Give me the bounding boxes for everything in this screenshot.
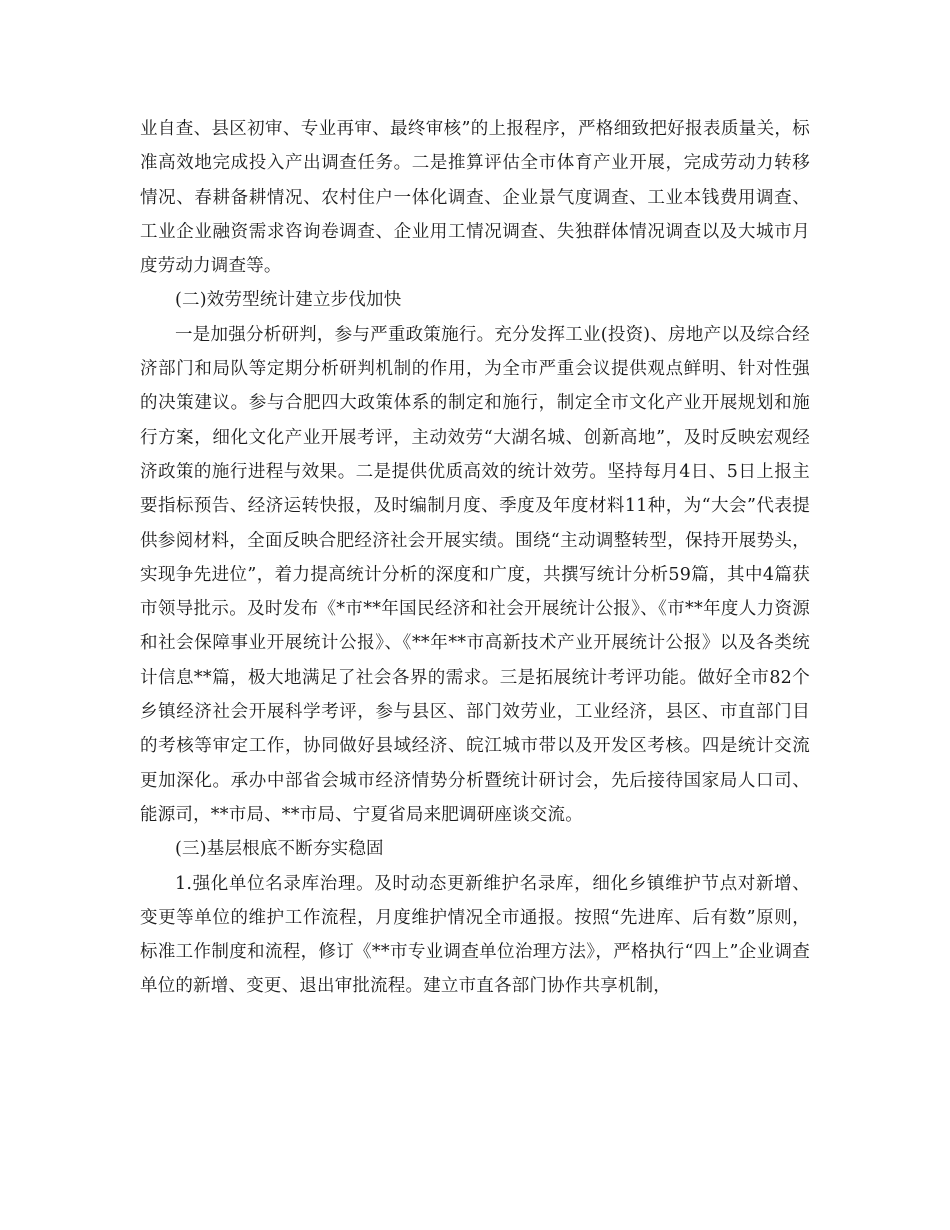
document-body [140,112,810,1004]
paragraph-directory-management: 1.强化单位名录库治理。及时动态更新维护名录库，细化乡镇维护节点对新增、变更等单位的维护工作流程，月度维护情况全市通报。按照“先进库、后有数”原则，标准工作制度和流程，修订《**市专业调查单位治理方法》，严格执行“四上”企业调查单位的新增、变更、退出审批流程。建立市直各部门协作共享机制， [140,873,810,997]
section-heading-two: (二)效劳型统计建立步伐加快 [175,290,402,311]
paragraph-service-statistics: 一是加强分析研判，参与严重政策施行。充分发挥工业(投资)、房地产以及综合经济部门和局队等定期分析研判机制的作用，为全市严重会议提供观点鲜明、针对性强的决策建议。参与合肥四大政策体系的制定和施行，制定全市文化产业开展规划和施行方案，细化文化产业开展考评，主动效劳“大湖名城、创新高地”，及时反映宏观经济政策的施行进程与效果。二是提供优质高效的统计效劳。坚持每月4日、5日上报主要指标预告、经济运转快报，及时编制月度、季度及年度材料11种，为“大会”代表提供参阅材料，全面反映合肥经济社会开展实绩。围绕“主动调整转型，保持开展势头，实现争先进位”，着力提高统计分析的深度和广度，共撰写统计分析59篇，其中4篇获市领导批示。及时发布《*市**年国民经济和社会开展统计公报》、《市**年度人力资源和社会保障事业开展统计公报》、《**年**市高新技术产业开展统计公报》以及各类统计信息**篇，极大地满足了社会各界的需求。三是拓展统计考评功能。做好全市82个乡镇经济社会开展科学考评，参与县区、部门效劳业，工业经济，县区、市直部门目的考核等审定工作，协同做好县域经济、皖江城市带以及开发区考核。四是统计交流更加深化。承办中部省会城市经济情势分析暨统计研讨会，先后接待国家局人口司、能源司，**市局、**市局、宁夏省局来肥调研座谈交流。 [140,324,810,825]
section-heading-three: (三)基层根底不断夯实稳固 [175,839,384,860]
paragraph-continuation: 业自查、县区初审、专业再审、最终审核”的上报程序，严格细致把好报表质量关，标准高效地完成投入产出调查任务。二是推算评估全市体育产业开展，完成劳动力转移情况、春耕备耕情况、农村住户一体化调查、企业景气度调查、工业本钱费用调查、工业企业融资需求咨询卷调查、企业用工情况调查、失独群体情况调查以及大城市月度劳动力调查等。 [140,119,810,277]
